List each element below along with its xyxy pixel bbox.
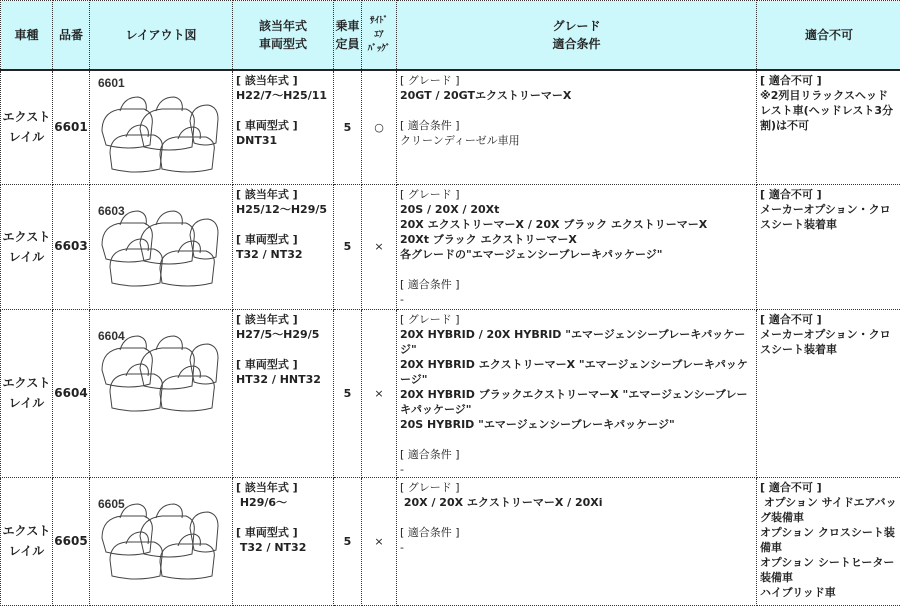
ng-item: オプション クロスシート装備車 — [760, 525, 899, 555]
header-year-type: 該当年式 車両型式 — [233, 1, 334, 71]
header-row — [1, 1, 900, 71]
capacity: 5 — [334, 309, 362, 477]
seat-layout-diagram — [90, 310, 231, 420]
car-model: エクスト レイル — [1, 70, 53, 184]
grade-item: 各グレードの"エマージェンシーブレーキパッケージ" — [400, 247, 754, 262]
ng-item: オプション シートヒーター装備車 — [760, 555, 899, 585]
grade-item: 20S HYBRID "エマージェンシーブレーキパッケージ" — [400, 417, 754, 432]
year-type-cell — [233, 309, 334, 477]
grade-item: 20X HYBRID エクストリーマーX "エマージェンシーブレーキパッケージ" — [400, 357, 754, 387]
airbag-status: × — [362, 309, 397, 477]
type-value: HT32 / HNT32 — [236, 372, 331, 387]
type-value: T32 / NT32 — [236, 247, 331, 262]
year-label: [ 該当年式 ] — [236, 480, 331, 495]
ng-item: ハイブリッド車 — [760, 585, 899, 600]
type-value: DNT31 — [236, 133, 331, 148]
grade-item: 20GT / 20GTエクストリーマーX — [400, 88, 754, 103]
header-incompatible: 適合不可 — [757, 1, 900, 71]
condition-value: - — [400, 540, 754, 555]
diagram-label: 6605 — [98, 497, 125, 511]
ng-label: [ 適合不可 ] — [760, 187, 899, 202]
seat-layout-diagram — [90, 185, 231, 295]
grade-item: 20X HYBRID / 20X HYBRID "エマージェンシーブレーキパッケージ" — [400, 327, 754, 357]
grade-label: [ グレード ] — [400, 73, 754, 88]
year-label: [ 該当年式 ] — [236, 187, 331, 202]
seat-layout-diagram — [90, 71, 231, 181]
header-capacity: 乗車 定員 — [334, 1, 362, 71]
ng-label: [ 適合不可 ] — [760, 73, 899, 88]
incompatible-cell — [757, 309, 900, 477]
ng-label: [ 適合不可 ] — [760, 480, 899, 495]
part-number: 6601 — [53, 70, 90, 184]
ng-item: メーカーオプション・クロスシート装着車 — [760, 327, 899, 357]
year-value: H25/12～H29/5 — [236, 202, 331, 217]
layout-image — [90, 477, 233, 605]
grade-cell — [397, 184, 757, 309]
condition-label: [ 適合条件 ] — [400, 525, 754, 540]
grade-item: 20S / 20X / 20Xt — [400, 202, 754, 217]
grade-item: 20X エクストリーマーX / 20X ブラック エクストリーマーX — [400, 217, 754, 232]
header-part: 品番 — [53, 1, 90, 71]
header-layout: レイアウト図 — [90, 1, 233, 71]
diagram-label: 6601 — [98, 76, 125, 90]
grade-label: [ グレード ] — [400, 187, 754, 202]
car-model: エクスト レイル — [1, 309, 53, 477]
grade-item: 20X HYBRID ブラックエクストリーマーX "エマージェンシーブレーキパッケージ" — [400, 387, 754, 417]
condition-value: - — [400, 292, 754, 307]
car-model: エクスト レイル — [1, 477, 53, 605]
year-type-cell — [233, 184, 334, 309]
year-type-cell — [233, 70, 334, 184]
condition-label: [ 適合条件 ] — [400, 277, 754, 292]
grade-item: 20Xt ブラック エクストリーマーX — [400, 232, 754, 247]
seat-layout-diagram — [90, 478, 231, 588]
condition-label: [ 適合条件 ] — [400, 447, 754, 462]
ng-item: ※2列目リラックスヘッドレスト車(ヘッドレスト3分割)は不可 — [760, 88, 899, 133]
ng-item: メーカーオプション・クロスシート装着車 — [760, 202, 899, 232]
type-label: [ 車両型式 ] — [236, 232, 331, 247]
grade-item: 20X / 20X エクストリーマーX / 20Xi — [400, 495, 754, 510]
part-number: 6603 — [53, 184, 90, 309]
table-row — [1, 477, 900, 605]
incompatible-cell — [757, 477, 900, 605]
layout-image — [90, 184, 233, 309]
year-label: [ 該当年式 ] — [236, 312, 331, 327]
year-value: H27/5～H29/5 — [236, 327, 331, 342]
airbag-status: × — [362, 184, 397, 309]
grade-cell — [397, 309, 757, 477]
diagram-label: 6603 — [98, 204, 125, 218]
car-model: エクスト レイル — [1, 184, 53, 309]
incompatible-cell — [757, 70, 900, 184]
airbag-status: ○ — [362, 70, 397, 184]
type-value: T32 / NT32 — [236, 540, 331, 555]
capacity: 5 — [334, 477, 362, 605]
year-value: H29/6～ — [236, 495, 331, 510]
year-value: H22/7～H25/11 — [236, 88, 331, 103]
grade-cell — [397, 477, 757, 605]
header-airbag: ｻｲﾄﾞ ｴｱ ﾊﾞｯｸﾞ — [362, 1, 397, 71]
table-row — [1, 309, 900, 477]
part-number: 6604 — [53, 309, 90, 477]
airbag-status: × — [362, 477, 397, 605]
type-label: [ 車両型式 ] — [236, 118, 331, 133]
ng-label: [ 適合不可 ] — [760, 312, 899, 327]
condition-value: - — [400, 462, 754, 477]
layout-image — [90, 309, 233, 477]
condition-label: [ 適合条件 ] — [400, 118, 754, 133]
diagram-label: 6604 — [98, 329, 125, 343]
grade-cell — [397, 70, 757, 184]
part-number: 6605 — [53, 477, 90, 605]
ng-item: オプション サイドエアバッグ装備車 — [760, 495, 899, 525]
year-type-cell — [233, 477, 334, 605]
type-label: [ 車両型式 ] — [236, 525, 331, 540]
grade-label: [ グレード ] — [400, 312, 754, 327]
capacity: 5 — [334, 184, 362, 309]
grade-label: [ グレード ] — [400, 480, 754, 495]
header-grade: グレード 適合条件 — [397, 1, 757, 71]
type-label: [ 車両型式 ] — [236, 357, 331, 372]
table-row — [1, 184, 900, 309]
header-car: 車種 — [1, 1, 53, 71]
layout-image — [90, 70, 233, 184]
condition-value: クリーンディーゼル車用 — [400, 133, 754, 148]
year-label: [ 該当年式 ] — [236, 73, 331, 88]
capacity: 5 — [334, 70, 362, 184]
table-row — [1, 70, 900, 184]
incompatible-cell — [757, 184, 900, 309]
